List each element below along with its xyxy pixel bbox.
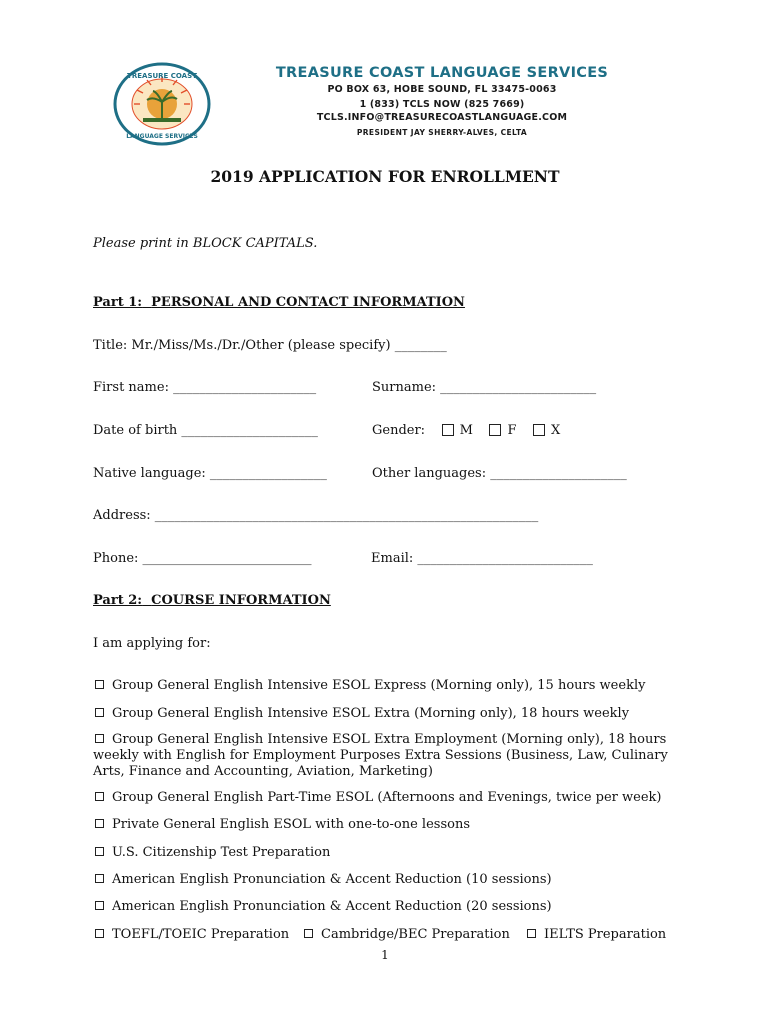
other-languages-field[interactable]: Other languages: _____________________ <box>372 466 627 481</box>
course-checkbox[interactable] <box>95 708 104 717</box>
toefl-checkbox[interactable] <box>95 929 104 938</box>
logo-bottom-text: LANGUAGE SERVICES <box>126 133 198 140</box>
course-option[interactable] <box>95 678 645 693</box>
course-option[interactable] <box>95 706 629 721</box>
course-option[interactable] <box>527 927 666 942</box>
course-checkbox[interactable] <box>95 901 104 910</box>
course-label: Group General English Intensive ESOL Express (Morning only), 15 hours weekly <box>112 678 646 693</box>
part2-heading <box>93 593 331 608</box>
gender-field <box>372 423 560 438</box>
surname-field[interactable]: Surname: ________________________ <box>372 380 597 395</box>
company-phone: 1 (833) TCLS NOW (825 7669) <box>359 99 525 110</box>
gender-x-checkbox[interactable] <box>533 424 545 436</box>
course-checkbox[interactable] <box>95 734 104 743</box>
course-option[interactable] <box>95 872 552 887</box>
gender-m-checkbox[interactable] <box>442 424 454 436</box>
part1-heading-num: Part 1: <box>93 295 143 310</box>
company-email: TCLS.INFO@TREASURECOASTLANGUAGE.COM <box>316 112 568 123</box>
course-option[interactable] <box>304 927 510 942</box>
logo-top-text: TREASURE COAST <box>127 72 197 80</box>
ielts-label: IELTS Preparation <box>544 927 667 942</box>
course-label: Group General English Intensive ESOL Extra Employment (Morning only), 18 hours weekly with English for Employment Purposes Extra Sessions (Business, Law, Culinary Arts, Finance and Accounting, Aviation, Marketing) <box>93 732 668 779</box>
dob-field[interactable]: Date of birth _____________________ <box>93 423 318 438</box>
course-label: Private General English ESOL with one-to-one lessons <box>112 817 470 832</box>
course-option[interactable] <box>95 790 662 805</box>
native-language-field[interactable]: Native language: __________________ <box>93 466 327 481</box>
course-label: Group General English Intensive ESOL Extra (Morning only), 18 hours weekly <box>112 706 630 721</box>
cambridge-label: Cambridge/BEC Preparation <box>321 927 510 942</box>
gender-f-label: F <box>507 423 517 438</box>
part1-heading-text: PERSONAL AND CONTACT INFORMATION <box>151 295 465 310</box>
company-address: PO BOX 63, HOBE SOUND, FL 33475-0063 <box>327 84 557 95</box>
instruction-text: Please print in BLOCK CAPITALS. <box>93 236 318 251</box>
course-option[interactable] <box>95 899 552 914</box>
gender-m-label: M <box>459 423 473 438</box>
course-label: American English Pronunciation & Accent Reduction (20 sessions) <box>112 899 552 914</box>
gender-f-checkbox[interactable] <box>489 424 501 436</box>
company-logo <box>113 62 211 146</box>
page-number: 1 <box>381 948 389 962</box>
applying-for-text: I am applying for: <box>93 636 211 651</box>
course-option[interactable] <box>95 845 330 860</box>
course-checkbox[interactable] <box>95 792 104 801</box>
course-checkbox[interactable] <box>95 874 104 883</box>
address-field[interactable]: Address: ___________________________________________________________ <box>93 508 539 523</box>
part1-heading <box>93 295 465 310</box>
course-label: American English Pronunciation & Accent Reduction (10 sessions) <box>112 872 552 887</box>
course-option[interactable] <box>93 732 683 780</box>
phone-field[interactable]: Phone: __________________________ <box>93 551 312 566</box>
course-checkbox[interactable] <box>95 680 104 689</box>
part2-heading-text: COURSE INFORMATION <box>151 593 331 608</box>
course-label: U.S. Citizenship Test Preparation <box>112 845 331 860</box>
title-field[interactable]: Title: Mr./Miss/Ms./Dr./Other (please specify) ________ <box>93 338 447 353</box>
course-checkbox[interactable] <box>95 847 104 856</box>
part2-heading-num: Part 2: <box>93 593 143 608</box>
course-checkbox[interactable] <box>95 819 104 828</box>
gender-label: Gender: <box>372 423 426 438</box>
company-name: TREASURE COAST LANGUAGE SERVICES <box>275 65 609 81</box>
company-president: PRESIDENT JAY SHERRY-ALVES, CELTA <box>356 128 528 137</box>
email-field[interactable]: Email: ___________________________ <box>371 551 593 566</box>
gender-x-label: X <box>551 423 561 438</box>
toefl-label: TOEFL/TOEIC Preparation <box>112 927 290 942</box>
course-option[interactable] <box>95 817 470 832</box>
course-label: Group General English Part-Time ESOL (Afternoons and Evenings, twice per week) <box>112 790 662 805</box>
course-option[interactable] <box>95 927 289 942</box>
document-title: 2019 APPLICATION FOR ENROLLMENT <box>210 167 560 186</box>
first-name-field[interactable]: First name: ______________________ <box>93 380 317 395</box>
ielts-checkbox[interactable] <box>527 929 536 938</box>
cambridge-checkbox[interactable] <box>304 929 313 938</box>
